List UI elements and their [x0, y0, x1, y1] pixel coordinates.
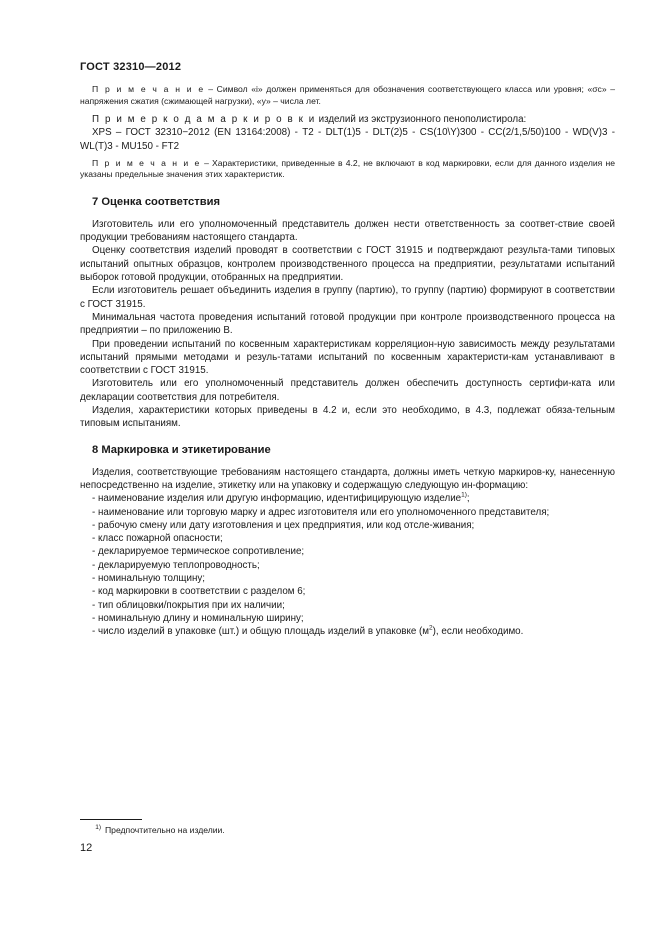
list-item-text: - число изделий в упаковке (шт.) и общую площадь изделий в упаковке (м [92, 626, 430, 638]
section-8-title: 8 Маркировка и этикетирование [92, 443, 271, 456]
list-item [92, 492, 615, 505]
example-intro [80, 113, 615, 126]
list-item: - декларируемую теплопроводность; [92, 559, 260, 571]
section-7-paragraph: Минимальная частота проведения испытаний готовой продукции при контроле производственного процесса на предприятии – по приложению В. [80, 311, 615, 337]
list-item: - наименование или торговую марку и адрес изготовителя или его уполномоченного представителя; [92, 506, 550, 518]
list-item: - номинальную толщину; [92, 573, 205, 585]
list-item [92, 625, 615, 638]
section-7-paragraph: Если изготовитель решает объединить изделия в группу (партию), то группу (партию) формируют в соответствии с ГОСТ 31915. [80, 285, 615, 310]
footnote-divider [80, 819, 142, 820]
list-item: - класс пожарной опасности; [92, 533, 223, 545]
list-item: - декларируемое термическое сопротивление; [92, 546, 305, 558]
example-label: П р и м е р к о д а м а р к и р о в к и [92, 114, 316, 125]
document-body [80, 80, 615, 639]
section-7-paragraph: Оценку соответствия изделий проводят в соответствии с ГОСТ 31915 и подтверждают результа-тами типовых испытаний опытных образцов, контролем производственного процесса на предприятии, результатами испытаний выборок готовой продукции, отобранных на предприятии. [80, 245, 615, 284]
superscript: 2 [429, 624, 433, 632]
note-text: – Символ «i» должен применяться для обозначения соответствующего класса или уровня; «σс» – напряжения сжатия (сжимающей нагрузки), «у» – числа лет. [80, 84, 615, 106]
list-item-tail: ; [466, 493, 470, 505]
footnote-text: Предпочтительно на изделии. [105, 825, 225, 835]
note-label: П р и м е ч а н и е [92, 84, 205, 94]
list-item: - номинальную длину и номинальную ширину; [92, 612, 304, 624]
section-8-intro: Изделия, соответствующие требованиям настоящего стандарта, должны иметь четкую маркиров-ку, нанесенную непосредственно на изделие, этикетку или на упаковку и содержащую следующую ин-формацию: [80, 466, 615, 491]
footnote: $^{1)}$ Предпочтительно на изделии. [95, 824, 225, 835]
footnote-reference: 1) [461, 491, 467, 499]
section-7-title: 7 Оценка соответствия [92, 195, 221, 208]
marking-list [80, 492, 615, 638]
example-code: XPS – ГОСТ 32310−2012 (EN 13164:2008) - T2 - DLT(1)5 - DLT(2)5 - CS(10\Y)300 - CC(2/1,5/50)100 - WD(V)3 - WL(T)3 - MU150 - FT2 [80, 127, 615, 152]
section-7-paragraph: При проведении испытаний по косвенным характеристикам корреляцион-ную зависимость между результатами испытаний прямыми методами и резуль-татами испытаний по косвенным характеристи-кам устанавливают в соответствии с ГОСТ 31915. [80, 338, 615, 377]
note-label: П р и м е ч а н и е [92, 157, 201, 168]
note-characteristics [80, 158, 615, 181]
section-7-paragraph: Изделия, характеристики которых приведены в 4.2 и, если это необходимо, в 4.3, подлежат обяза-тельным типовым испытаниям. [80, 405, 615, 430]
note-symbols [80, 84, 615, 107]
section-7-paragraph: Изготовитель или его уполномоченный представитель должен нести ответственность за соответ-ствие своей продукции требованиям настоящего стандарта. [80, 218, 615, 244]
page-number: 12 [80, 842, 93, 854]
section-7-paragraph: Изготовитель или его уполномоченный представитель должен обеспечить доступность сертифи-ката или декларации соответствия для потребителя. [80, 378, 615, 403]
list-item-text: - наименование изделия или другую информацию, идентифицирующую изделие [92, 493, 462, 505]
list-item-tail: ), если необходимо. [432, 626, 524, 638]
list-item: - код маркировки в соответствии с разделом 6; [92, 586, 306, 598]
example-intro-text: изделий из экструзионного пенополистирола: [315, 114, 527, 125]
list-item: - тип облицовки/покрытия при их наличии; [92, 599, 285, 611]
list-item: - рабочую смену или дату изготовления и цех предприятия, или код отсле-живания; [92, 519, 475, 531]
note-text: – Характеристики, приведенные в 4.2, не включают в код маркировки, если для данного изделия не указаны предельные значения этих характеристик. [80, 157, 615, 180]
document-header: ГОСТ 32310—2012 [80, 61, 182, 73]
